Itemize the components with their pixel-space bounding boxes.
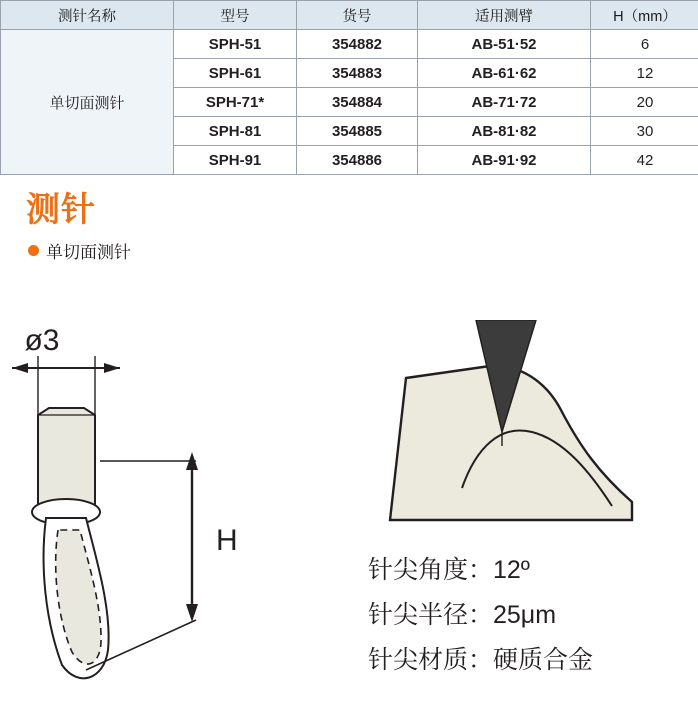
stylus-side-view-diagram [0, 290, 340, 710]
table-row [1, 30, 698, 59]
column-header-h: H（mm） [591, 1, 698, 30]
cell-h: 6 [591, 30, 698, 59]
stylus-spec-table [0, 0, 698, 175]
table-body [1, 30, 698, 175]
tip-spec-list [368, 548, 593, 683]
arrow-down-icon [186, 604, 198, 622]
cell-h: 20 [591, 88, 698, 117]
column-header-code: 货号 [297, 1, 418, 30]
cell-model: SPH-71* [174, 88, 297, 117]
bullet-icon [28, 245, 39, 256]
h-label: H [216, 524, 238, 557]
spec-item-radius: 针尖半径：25μm [368, 601, 557, 629]
cell-h: 42 [591, 146, 698, 175]
cell-code: 354882 [297, 30, 418, 59]
stylus-name-cell: 单切面测针 [1, 30, 174, 175]
column-header-name: 测针名称 [1, 1, 174, 30]
arrow-left-icon [12, 363, 28, 373]
cell-model: SPH-51 [174, 30, 297, 59]
section-subtitle-row [28, 238, 131, 263]
section-subtitle: 单切面测针 [46, 243, 131, 262]
cell-arm: AB-91·92 [418, 146, 591, 175]
cell-model: SPH-81 [174, 117, 297, 146]
column-header-arm: 适用测臂 [418, 1, 591, 30]
cell-arm: AB-81·82 [418, 117, 591, 146]
cell-arm: AB-61·62 [418, 59, 591, 88]
stylus-shank [38, 408, 95, 508]
cell-arm: AB-71·72 [418, 88, 591, 117]
table-header [1, 1, 698, 30]
cell-arm: AB-51·52 [418, 30, 591, 59]
cell-h: 30 [591, 117, 698, 146]
column-header-model: 型号 [174, 1, 297, 30]
spec-item-material: 针尖材质：硬质合金 [368, 646, 594, 674]
spec-item-angle: 针尖角度：12º [368, 556, 530, 584]
stylus-contact-diagram [350, 320, 690, 580]
stylus-contact-svg [350, 320, 690, 580]
diameter-label: ø3 [24, 324, 60, 357]
cell-code: 354883 [297, 59, 418, 88]
cell-code: 354885 [297, 117, 418, 146]
cell-model: SPH-91 [174, 146, 297, 175]
cell-code: 354884 [297, 88, 418, 117]
section-title: 测针 [26, 191, 96, 229]
cell-model: SPH-61 [174, 59, 297, 88]
stylus-side-view-svg [0, 290, 340, 710]
cell-code: 354886 [297, 146, 418, 175]
arrow-right-icon [104, 363, 120, 373]
table-header-row [1, 1, 698, 30]
cell-h: 12 [591, 59, 698, 88]
